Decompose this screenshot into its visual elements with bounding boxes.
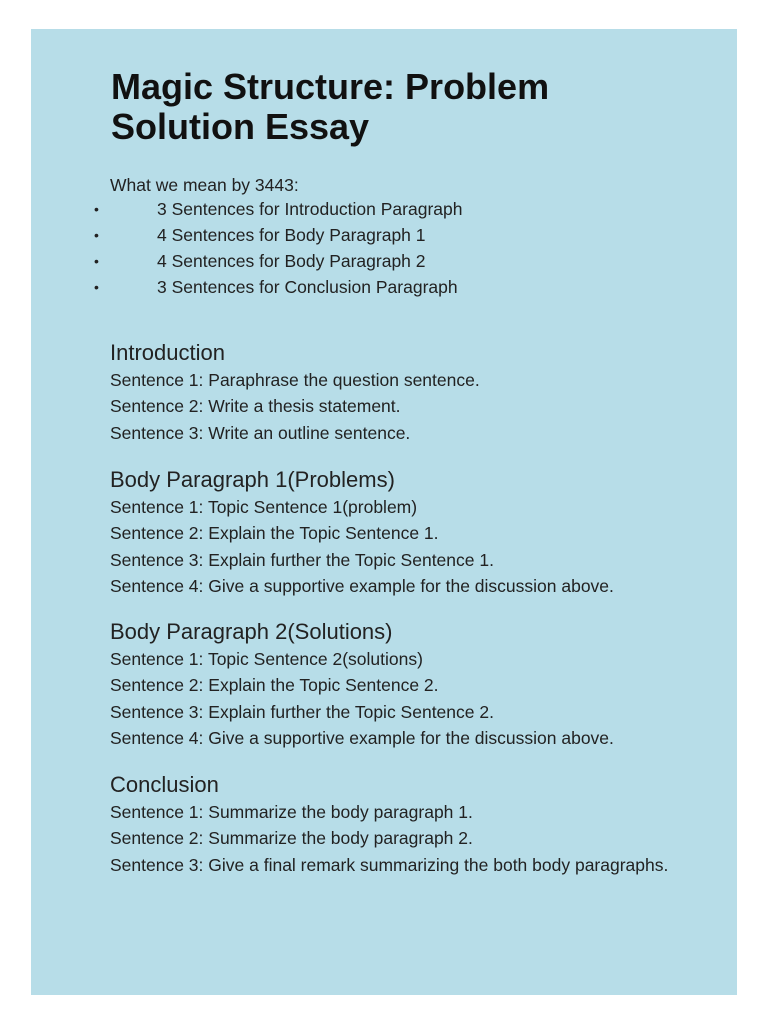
sentence-line: Sentence 1: Summarize the body paragraph 1. xyxy=(110,802,473,822)
list-item-text: 3 Sentences for Introduction Paragraph xyxy=(157,199,463,219)
sentence-line: Sentence 2: Explain the Topic Sentence 2. xyxy=(110,675,439,696)
sentence-line: Sentence 2: Write a thesis statement. xyxy=(110,396,401,417)
list-item-text: 4 Sentences for Body Paragraph 1 xyxy=(157,225,426,245)
bullet-list xyxy=(31,196,731,300)
intro-text: What we mean by 3443: xyxy=(110,175,299,195)
section-heading: Body Paragraph 2(Solutions) xyxy=(110,619,393,644)
section-body-paragraph-1 xyxy=(110,466,710,600)
list-item-text: 4 Sentences for Body Paragraph 2 xyxy=(157,251,426,271)
section-conclusion xyxy=(110,771,670,878)
section-introduction xyxy=(110,339,710,446)
section-heading: Conclusion xyxy=(110,772,219,797)
sentence-line: Sentence 2: Explain the Topic Sentence 1. xyxy=(110,523,439,544)
sentence-line: Sentence 3: Explain further the Topic Sentence 1. xyxy=(110,549,494,570)
sentence-line: Sentence 2: Summarize the body paragraph 2. xyxy=(110,828,473,849)
sentence-line: Sentence 3: Write an outline sentence. xyxy=(110,422,411,443)
bullet-icon: • xyxy=(94,253,99,269)
list-item xyxy=(31,274,731,300)
sentence-line: Sentence 1: Topic Sentence 2(solutions) xyxy=(110,649,423,669)
bullet-icon: • xyxy=(94,279,99,295)
section-heading: Body Paragraph 1(Problems) xyxy=(110,467,395,492)
sentence-line: Sentence 4: Give a supportive example for the discussion above. xyxy=(110,576,614,597)
sentence-line: Sentence 4: Give a supportive example for the discussion above. xyxy=(110,728,614,749)
sentence-line: Sentence 1: Topic Sentence 1(problem) xyxy=(110,497,418,517)
sentence-line: Sentence 3: Give a final remark summarizing the both body paragraphs. xyxy=(110,854,669,875)
list-item xyxy=(31,196,731,222)
bullet-icon: • xyxy=(94,201,99,217)
sentence-line: Sentence 1: Paraphrase the question sentence. xyxy=(110,370,480,390)
bullet-icon: • xyxy=(94,227,99,243)
document-title: Magic Structure: Problem Solution Essay xyxy=(111,66,550,147)
list-item xyxy=(31,248,731,274)
section-body-paragraph-2 xyxy=(110,618,710,752)
list-item xyxy=(31,222,731,248)
section-heading: Introduction xyxy=(110,340,225,365)
sentence-line: Sentence 3: Explain further the Topic Sentence 2. xyxy=(110,701,494,722)
document-panel xyxy=(31,29,737,995)
list-item-text: 3 Sentences for Conclusion Paragraph xyxy=(157,277,458,297)
